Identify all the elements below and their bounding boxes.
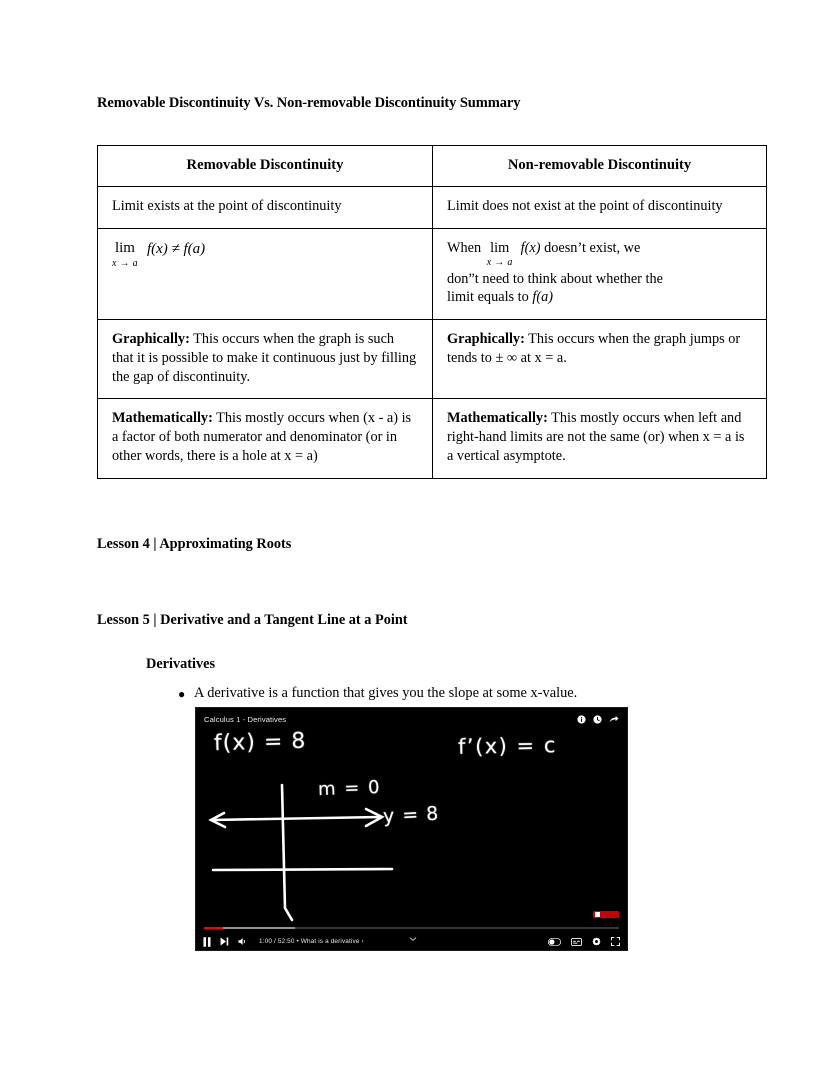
graphically-label: Graphically: — [112, 330, 190, 347]
video-control-bar[interactable] — [196, 922, 627, 950]
limit-operator — [112, 239, 138, 272]
next-video-icon[interactable] — [220, 937, 229, 946]
cell-mathematically-non-removable — [433, 399, 767, 479]
control-right-group — [548, 937, 620, 946]
subtitles-icon[interactable] — [571, 938, 582, 946]
graphically-text: This occurs when the graph jumps or tends to ± ∞ at x = a. — [447, 330, 741, 366]
graphically-label: Graphically: — [447, 330, 525, 347]
limit-word: lim — [490, 240, 510, 257]
line3-prefix: limit equals to — [447, 289, 529, 306]
limit-expression — [112, 239, 205, 272]
embedded-video-player[interactable] — [196, 708, 627, 950]
table-row — [98, 187, 767, 229]
video-title[interactable]: Calculus 1 - Derivatives — [204, 714, 287, 724]
cell-when-limit-not-exist — [433, 229, 767, 320]
table-header-removable: Removable Discontinuity — [98, 146, 433, 187]
chevron-down-icon[interactable] — [409, 935, 417, 943]
lesson-4-heading: Lesson 4 | Approximating Roots — [97, 536, 292, 552]
cell-mathematically-removable — [98, 399, 433, 479]
when-limit-line-1 — [447, 239, 752, 269]
cell-graphically-non-removable — [433, 319, 767, 399]
handwriting-fx: f(x) = 8 — [213, 728, 307, 757]
settings-gear-icon[interactable] — [592, 937, 601, 946]
when-prefix: When — [447, 240, 482, 257]
limit-body: f(x) — [520, 240, 541, 257]
line3-math: f(a) — [532, 289, 554, 306]
pause-icon[interactable] — [203, 937, 211, 947]
handwriting-slope: m = 0 — [317, 776, 382, 801]
handwriting-line-label: y = 8 — [382, 802, 440, 828]
mathematically-label: Mathematically: — [447, 410, 548, 427]
autoplay-toggle-icon[interactable] — [548, 938, 561, 946]
graphically-text: This occurs when the graph is such that it is possible to make it continuous just by filling the gap of discontinuity. — [112, 330, 417, 385]
table-row — [98, 319, 767, 399]
mathematically-label: Mathematically: — [112, 410, 213, 427]
page-title: Removable Discontinuity Vs. Non-removable Discontinuity Summary — [97, 95, 521, 111]
handwriting-f-prime: f’(x) = c — [457, 733, 558, 759]
limit-operator — [487, 239, 513, 269]
when-suffix: doesn’t exist, we — [544, 240, 641, 257]
volume-icon[interactable] — [238, 937, 248, 946]
mathematically-text: This mostly occurs when (x - a) is a factor of both numerator and denominator (or in other words, there is a hole at x = a) — [112, 410, 412, 465]
youtube-watermark-icon — [593, 911, 619, 918]
progress-played — [204, 927, 223, 929]
limit-body: f(x) ≠ f(a) — [146, 241, 206, 258]
discontinuity-summary-table — [97, 145, 767, 479]
watch-later-icon[interactable] — [593, 715, 602, 724]
cell-graphically-removable — [98, 319, 433, 399]
fullscreen-icon[interactable] — [611, 937, 620, 946]
when-limit-line-2: don”t need to think about whether the — [447, 270, 663, 287]
summary-table-wrapper — [97, 145, 745, 479]
video-whiteboard-frame — [196, 708, 627, 950]
table-header-non-removable: Non-removable Discontinuity — [433, 146, 767, 187]
cell-limit-not-exists: Limit does not exist at the point of discontinuity — [433, 187, 767, 229]
control-left-group — [203, 937, 364, 947]
cell-limit-exists: Limit exists at the point of discontinuity — [98, 187, 433, 229]
cell-limit-formula — [98, 229, 433, 320]
derivatives-subheading: Derivatives — [146, 656, 216, 672]
limit-subscript: x → a — [486, 256, 513, 268]
table-row — [98, 399, 767, 479]
video-top-icon-group — [577, 715, 619, 724]
table-header-row — [98, 146, 767, 187]
when-limit-line-3 — [447, 288, 752, 307]
list-item — [178, 685, 577, 702]
video-time-and-chapter: 1:00 / 52:50 • What is a derivative › — [259, 938, 364, 945]
share-icon[interactable] — [609, 715, 619, 724]
limit-subscript: x → a — [112, 257, 138, 269]
video-progress-bar[interactable] — [204, 927, 619, 929]
table-row — [98, 229, 767, 320]
mathematically-text: This mostly occurs when left and right-hand limits are not the same (or) when x = a is a vertical asymptote. — [447, 410, 745, 465]
video-top-bar — [196, 708, 627, 730]
info-icon[interactable] — [577, 715, 586, 724]
limit-word: lim — [114, 240, 135, 257]
bullet-point-icon: ● — [178, 686, 186, 701]
lesson-5-heading: Lesson 5 | Derivative and a Tangent Line at a Point — [97, 612, 408, 628]
list-item-text: A derivative is a function that gives you the slope at some x-value. — [194, 685, 578, 702]
